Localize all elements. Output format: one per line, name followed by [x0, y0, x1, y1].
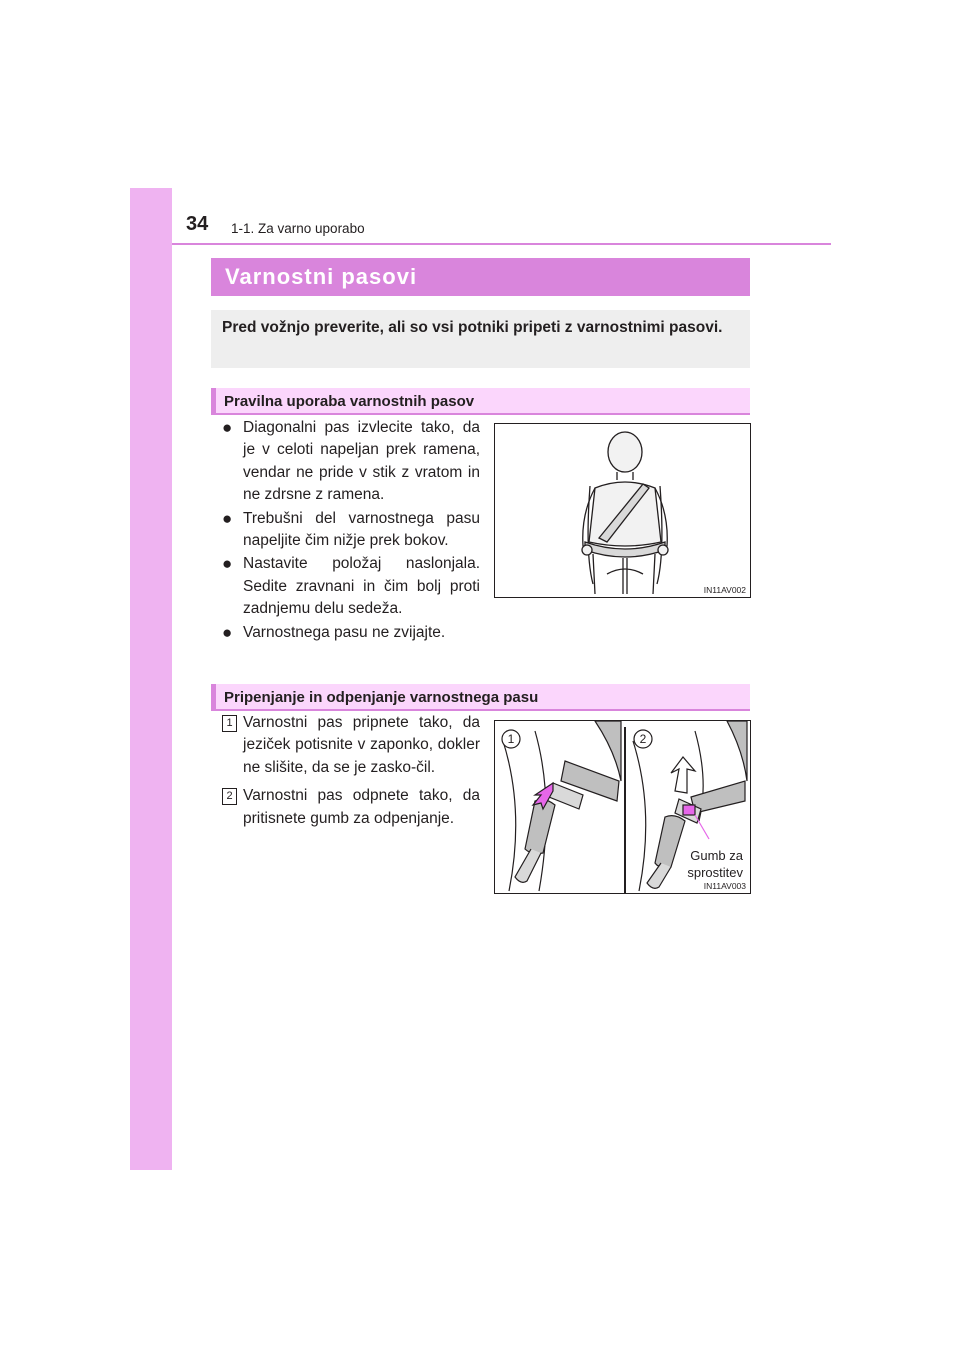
step-number-badge: 2 — [222, 788, 237, 805]
step-list — [222, 712, 480, 836]
buckle-illustration — [494, 720, 751, 894]
list-item: ● Trebušni del varnostnega pasu napeljite čim nižje prek bokov. — [222, 508, 480, 550]
figure-code: IN11AV002 — [703, 585, 746, 595]
list-item: ● Varnostnega pasu ne zvijajte. — [222, 622, 480, 644]
bullet-icon: ● — [222, 508, 233, 528]
page-number: 34 — [186, 213, 209, 235]
figure-label-1: 1 — [507, 732, 515, 746]
list-item: ● Nastavite položaj naslonjala. Sedite zravnani in čim bolj proti zadnjemu delu sedeža. — [222, 554, 480, 618]
section-heading-buckle — [211, 684, 750, 711]
section-heading-correct-use — [211, 388, 750, 415]
list-item: ● Diagonalni pas izvlecite tako, da je v celoti napeljan prek ramena, vendar ne pride v stik z vratom in ne zdrsne z ramena. — [222, 418, 480, 504]
title-bar — [211, 258, 750, 296]
side-tab-strip — [130, 188, 172, 1170]
page-title: Varnostni pasovi — [225, 264, 418, 289]
seatbelt-person-drawing — [495, 424, 750, 597]
running-head: 1-1. Za varno uporabo — [231, 221, 365, 236]
bullet-icon: ● — [222, 622, 233, 642]
figure-code: IN11AV003 — [703, 881, 746, 891]
callout-line-1: Gumb za — [690, 848, 743, 863]
seated-person-illustration — [494, 423, 751, 598]
bullet-list — [222, 417, 480, 645]
section-heading-text: Pripenjanje in odpenjanje varnostnega pasu — [224, 689, 539, 706]
release-button-callout — [673, 847, 743, 881]
callout-line-2: sprostitev — [687, 865, 743, 880]
intro-text: Pred vožnjo preverite, ali so vsi potniki pripeti z varnostnimi pasovi. — [222, 319, 723, 336]
header-rule — [172, 243, 831, 245]
list-item: 1 Varnostni pas pripnete tako, da jeziček potisnite v zaponko, dokler ne slišite, da se je zasko-čil. — [222, 712, 480, 779]
list-item: 2 Varnostni pas odpnete tako, da pritisnete gumb za odpenjanje. — [222, 785, 480, 830]
figure-label-2: 2 — [639, 732, 647, 746]
section-heading-text: Pravilna uporaba varnostnih pasov — [224, 393, 475, 410]
step-number-badge: 1 — [222, 715, 237, 732]
intro-box — [211, 310, 750, 368]
bullet-icon: ● — [222, 554, 233, 574]
bullet-icon: ● — [222, 418, 233, 437]
